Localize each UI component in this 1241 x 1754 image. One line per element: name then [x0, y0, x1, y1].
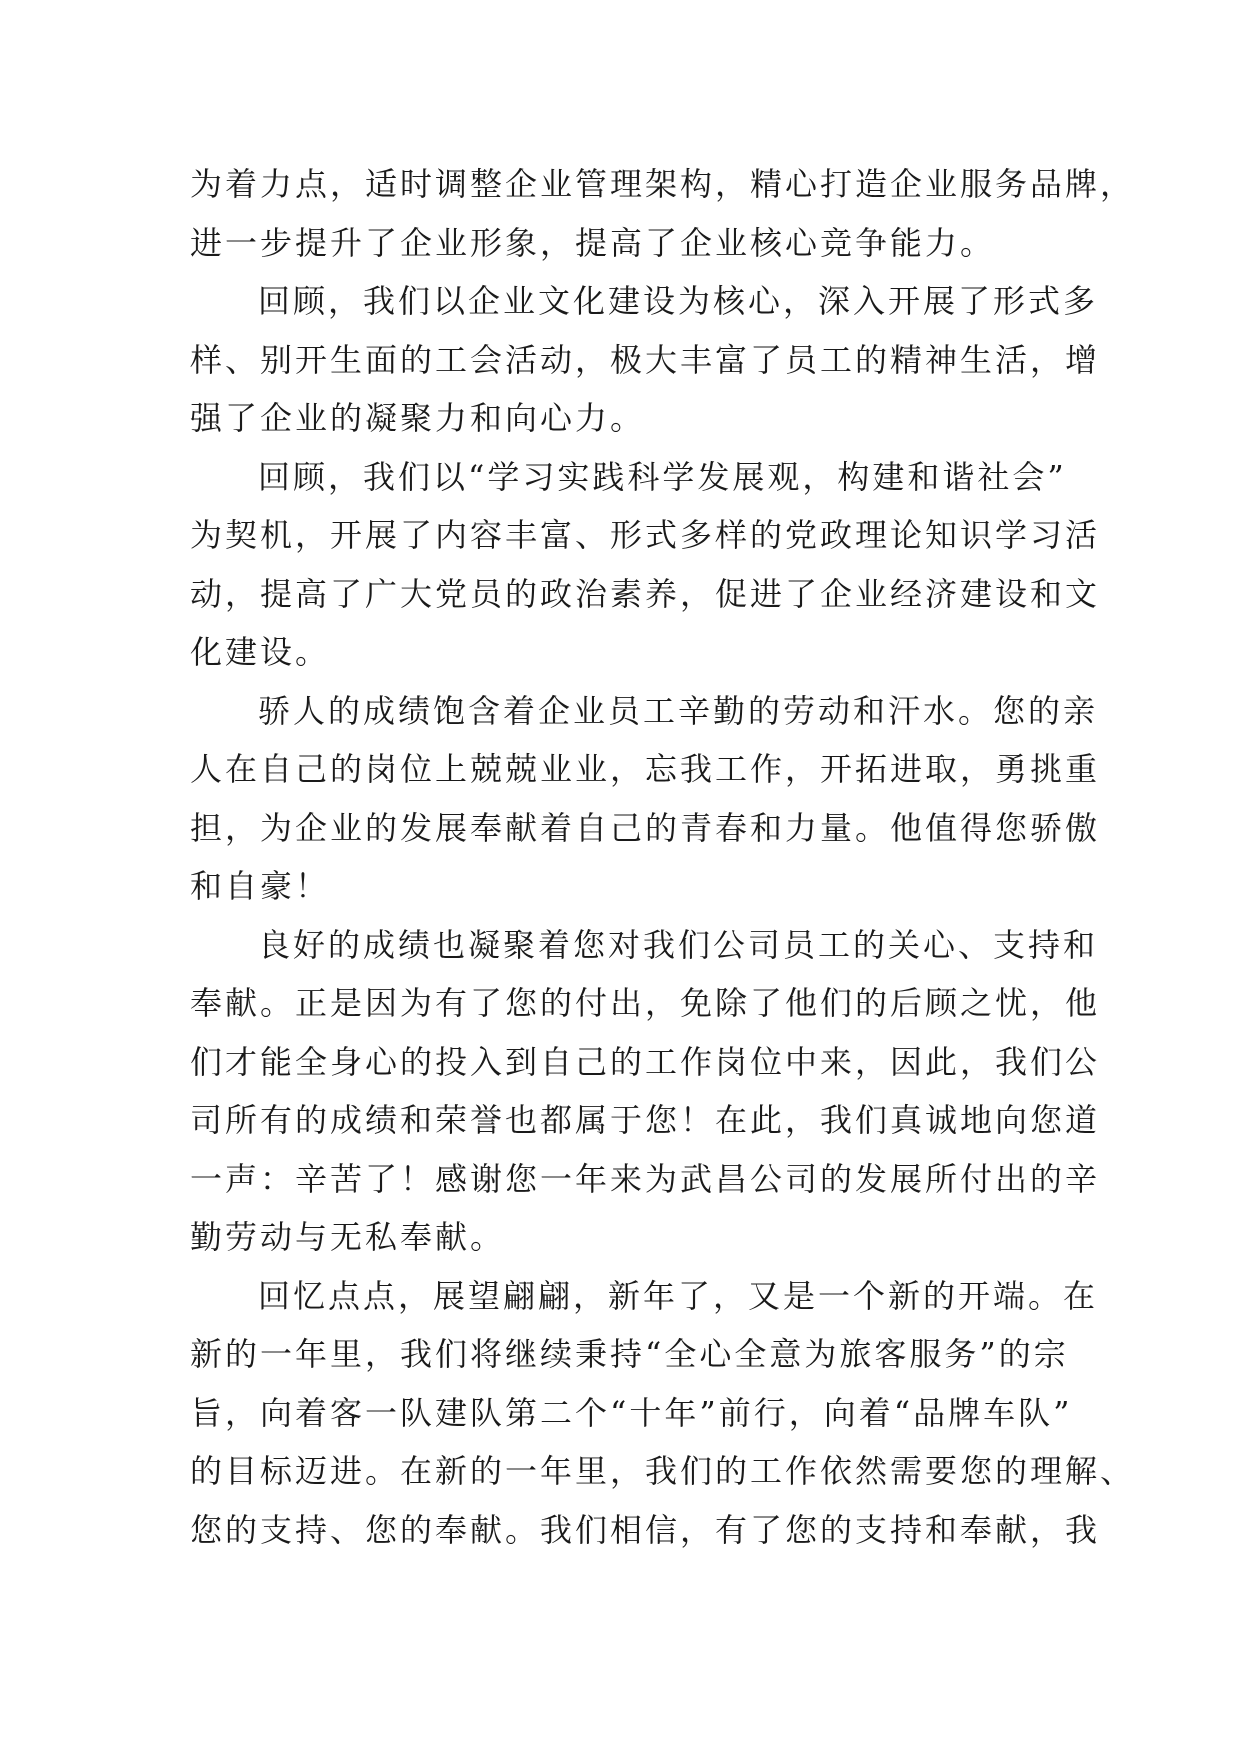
text-line: 您的支持、您的奉献。我们相信，有了您的支持和奉献，我 [190, 1510, 1101, 1549]
text-line: 动，提高了广大党员的政治素养，促进了企业经济建设和文 [190, 574, 1101, 613]
paragraph [190, 448, 1101, 682]
text-line: 人在自己的岗位上兢兢业业，忘我工作，开拓进取，勇挑重 [190, 750, 1101, 788]
text-line: 的目标迈进。在新的一年里，我们的工作依然需要您的理解、 [190, 1452, 1136, 1490]
paragraph [190, 272, 1101, 448]
text-line: 进一步提升了企业形象，提高了企业核心竞争能力。 [190, 223, 996, 262]
text-line: 回顾，我们以“学习实践科学发展观，构建和谐社会” [258, 457, 1067, 496]
text-line: 旨，向着客一队建队第二个“十年”前行，向着“品牌车队” [190, 1393, 1073, 1432]
text-line: 为着力点，适时调整企业管理架构，精心打造企业服务品牌， [190, 165, 1136, 203]
text-line: 们才能全身心的投入到自己的工作岗位中来，因此，我们公 [190, 1042, 1101, 1081]
paragraph [190, 916, 1101, 1267]
text-line: 和自豪！ [190, 867, 331, 905]
text-line: 回顾，我们以企业文化建设为核心，深入开展了形式多 [258, 282, 1099, 320]
text-line: 担，为企业的发展奉献着自己的青春和力量。他值得您骄傲 [190, 808, 1101, 847]
text-line: 勤劳动与无私奉献。 [190, 1218, 506, 1256]
paragraph [190, 682, 1101, 916]
paragraph [190, 155, 1136, 272]
text-line: 强了企业的凝聚力和向心力。 [190, 399, 646, 437]
text-line: 化建设。 [190, 633, 331, 671]
text-line: 回忆点点，展望翩翩，新年了，又是一个新的开端。在 [258, 1276, 1099, 1315]
text-line: 一声：辛苦了！感谢您一年来为武昌公司的发展所付出的辛 [190, 1159, 1101, 1198]
document-body [190, 155, 1136, 1559]
text-line: 奉献。正是因为有了您的付出，免除了他们的后顾之忧，他 [190, 984, 1101, 1022]
text-line: 为契机，开展了内容丰富、形式多样的党政理论知识学习活 [190, 516, 1101, 554]
text-line: 骄人的成绩饱含着企业员工辛勤的劳动和汗水。您的亲 [258, 691, 1099, 730]
text-line: 良好的成绩也凝聚着您对我们公司员工的关心、支持和 [258, 925, 1099, 964]
text-line: 司所有的成绩和荣誉也都属于您！在此，我们真诚地向您道 [190, 1101, 1101, 1139]
text-line: 新的一年里，我们将继续秉持“全心全意为旅客服务”的宗 [190, 1335, 1069, 1373]
text-line: 样、别开生面的工会活动，极大丰富了员工的精神生活，增 [190, 340, 1101, 379]
paragraph [190, 1267, 1136, 1560]
